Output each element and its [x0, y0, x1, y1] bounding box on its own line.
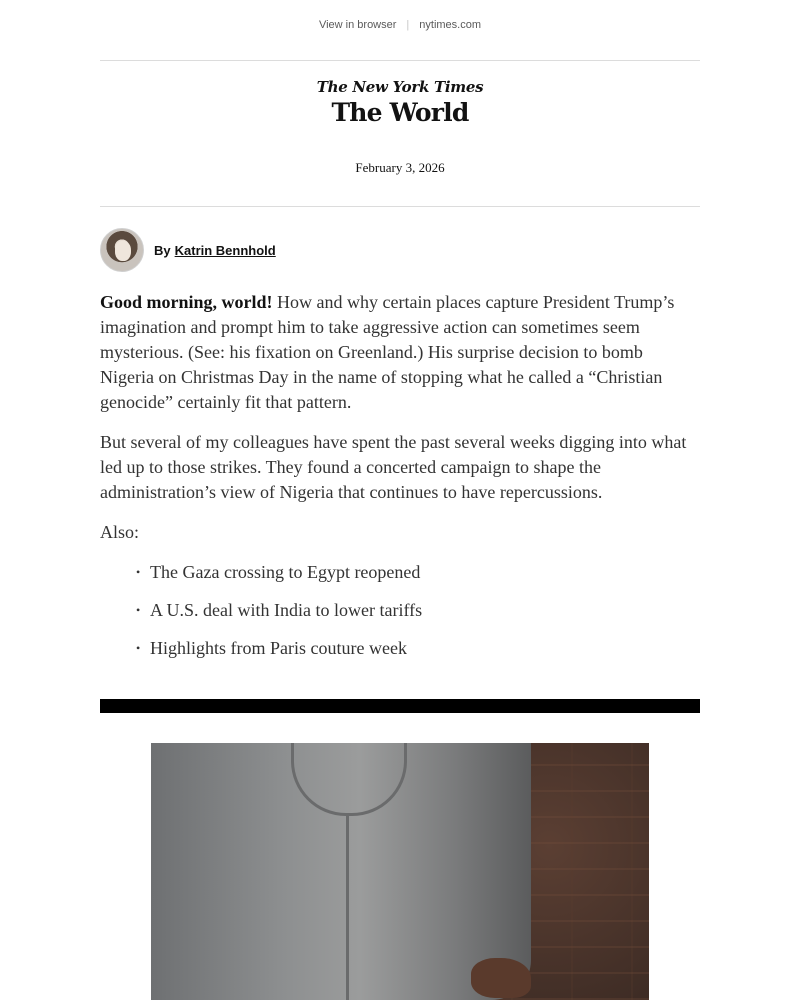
author-avatar: [100, 228, 144, 272]
byline: [100, 228, 276, 272]
newsletter-title: The World: [331, 98, 469, 127]
section-bar: [100, 699, 700, 713]
list-item: • A U.S. deal with India to lower tariffs: [136, 598, 700, 623]
second-paragraph: But several of my colleagues have spent the past several weeks digging into what led up to those strikes. They found a concerted campaign to shape the administration’s view of Nigeria that continues to have repercussions.: [100, 432, 687, 502]
also-label: Also:: [100, 522, 140, 542]
article-body: [100, 290, 700, 674]
issue-date: February 3, 2026: [355, 160, 445, 175]
intro-paragraph: [100, 290, 700, 415]
author-link[interactable]: Katrin Bennhold: [174, 242, 276, 258]
list-item: • Highlights from Paris couture week: [136, 636, 700, 661]
greeting: Good morning, world!: [100, 292, 273, 312]
headline-list: [100, 560, 700, 661]
nyt-logo[interactable]: The New York Times: [316, 78, 484, 96]
divider: [100, 206, 700, 207]
top-links-bar: [0, 0, 800, 50]
list-item: • The Gaza crossing to Egypt reopened: [136, 560, 700, 585]
separator: |: [406, 19, 410, 31]
intro-text: How and why certain places capture President Trump’s imagination and prompt him to take aggressive action can sometimes seem mysterious. (See: his fixation on Greenland.) His surprise decision to bomb Nigeria on Christmas Day in the name of stopping what he called a “Christian genocide” certainly fit that pattern.: [100, 292, 675, 412]
photo-subject-robe: [151, 743, 531, 1000]
photo-subject-hand: [471, 958, 531, 998]
byline-prefix: By: [154, 242, 171, 258]
nytimes-link[interactable]: nytimes.com: [419, 19, 482, 31]
view-in-browser-link[interactable]: View in browser: [318, 19, 397, 31]
lead-photo[interactable]: [151, 743, 649, 1000]
divider: [100, 60, 700, 61]
masthead: [100, 78, 700, 127]
